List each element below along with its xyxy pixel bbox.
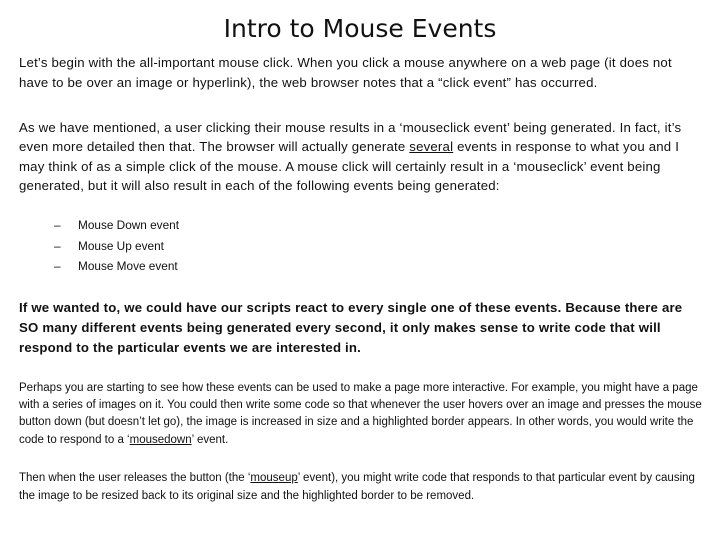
list-item xyxy=(54,236,179,257)
list-item xyxy=(54,215,179,236)
dash-marker: – xyxy=(54,259,61,274)
list-item xyxy=(54,256,179,277)
list-item-label: Mouse Up event xyxy=(78,238,164,253)
events-text-end: events in response to what you and I may think of as a simple click of the mouse. A mouse click will certainly result in a ‘mouseclick’ event being generated, but it will also result in each of the following events being generated: xyxy=(19,139,680,193)
mousedown-text-end: ’ event. xyxy=(191,433,229,446)
mouseup-term: mouseup xyxy=(250,472,298,484)
dash-marker: – xyxy=(54,218,61,232)
mouseup-text-end: ’ event), you might write code that responds to that particular event by causing the image to be resized back to its original size and the highlighted border to be removed. xyxy=(19,472,695,502)
mouseup-paragraph xyxy=(19,470,703,505)
events-paragraph xyxy=(19,118,703,195)
mousedown-paragraph xyxy=(19,380,703,449)
dash-marker: – xyxy=(54,238,61,253)
list-item-label: Mouse Move event xyxy=(78,259,178,274)
intro-paragraph: Let’s begin with the all-important mouse click. When you click a mouse anywhere on a web page (it does not have to be over an image or hyperlink), the web browser notes that a “click event” has occurred. xyxy=(19,55,672,90)
page-title: Intro to Mouse Events xyxy=(223,14,497,43)
mousedown-text-start: Perhaps you are starting to see how these events can be used to make a page more interactive. For example, you might have a page with a series of images on it. You could then write some code so that whenever the user hovers over an image and presses the mouse button down (but doesn’t let go), the image is increased in size and a highlighted border appears. In other words, you would write the code to respond to a ‘ xyxy=(19,382,702,446)
events-text-start: As we have mentioned, a user clicking their mouse results in a ‘mouseclick event’ being generated. In fact, it’s even more detailed then that. The browser will actually generate xyxy=(19,120,682,155)
scripts-paragraph: If we wanted to, we could have our scripts react to every single one of these events. Because there are SO many different events being generated every second, it only makes sense to write code that will respond to the particular events we are interested in. xyxy=(19,300,683,355)
mousedown-term: mousedown xyxy=(129,433,192,446)
mouseup-text-start: Then when the user releases the button (the ‘ xyxy=(19,472,251,484)
several-emphasis: several xyxy=(409,139,454,155)
event-list xyxy=(54,215,179,277)
list-item-label: Mouse Down event xyxy=(78,218,179,232)
